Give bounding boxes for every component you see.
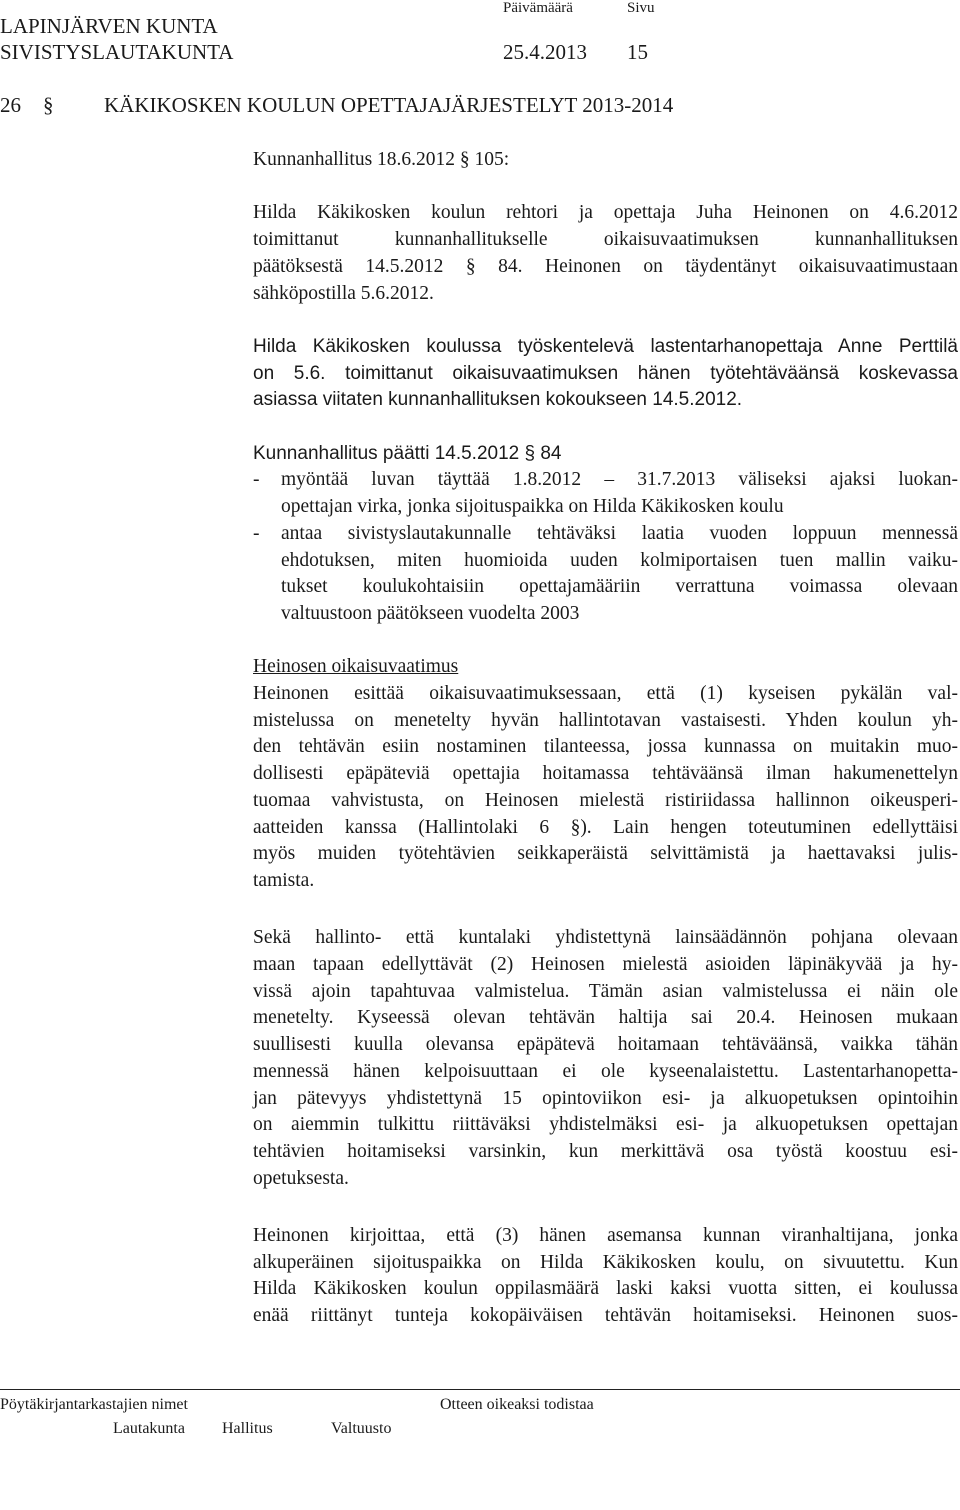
certified-label: Otteen oikeaksi todistaa bbox=[440, 1396, 594, 1413]
meeting-date: 25.4.2013 bbox=[503, 40, 587, 64]
paragraph-line: suullisesti kuulla olevansa epäpätevä hoitamaan tehtäväänsä, vaikka tähän bbox=[253, 1034, 958, 1056]
paragraph-line: opetuksesta. bbox=[253, 1167, 349, 1189]
paragraph-line: Hilda Käkikosken koulussa työskentelevä lastentarhanopettaja Anne Perttilä bbox=[253, 335, 958, 357]
paragraph-line: den tehtävän esiin nostaminen tilanteessa, jossa kunnassa on muitakin muo- bbox=[253, 736, 958, 758]
signers-label: Pöytäkirjantarkastajien nimet bbox=[0, 1396, 188, 1413]
decision-title: Kunnanhallitus päätti 14.5.2012 § 84 bbox=[253, 442, 562, 464]
paragraph-line: sähköpostilla 5.6.2012. bbox=[253, 282, 434, 304]
organization-name: LAPINJÄRVEN KUNTA bbox=[0, 14, 218, 38]
paragraph-line: on 5.6. toimittanut oikaisuvaatimuksen hänen työtehtäväänsä koskevassa bbox=[253, 362, 958, 384]
page-number: 15 bbox=[627, 40, 648, 64]
paragraph-line: Hilda Käkikosken koulun oppilasmäärä laski kaksi vuotta sitten, ei koulussa bbox=[253, 1278, 958, 1300]
footer-body-hallitus: Hallitus bbox=[222, 1420, 273, 1437]
paragraph-line: asiassa viitaten kunnanhallituksen kokoukseen 14.5.2012. bbox=[253, 389, 743, 411]
item-line: valtuustoon päätökseen vuodelta 2003 bbox=[281, 602, 580, 624]
item-dash: - bbox=[253, 469, 260, 491]
paragraph-line: tuomaa vahvistusta, on Heinosen mielestä ristiriidassa hallinnon oikeusperi- bbox=[253, 789, 958, 811]
footer-body-lautakunta: Lautakunta bbox=[113, 1420, 185, 1437]
footer-body-valtuusto: Valtuusto bbox=[331, 1420, 392, 1437]
document-body bbox=[253, 147, 958, 1330]
paragraph-line: alkuperäinen sijoituspaikka on Hilda Käkikosken koulu, on sivuutettu. Kun bbox=[253, 1251, 958, 1273]
paragraph-line: myös muiden työtehtävien seikkaperäistä selvittämistä ja haettavaksi julis- bbox=[253, 843, 958, 865]
footer-divider bbox=[0, 1389, 960, 1390]
item-dash: - bbox=[253, 522, 260, 544]
paragraph-line: Sekä hallinto- että kuntalaki yhdistettynä lainsäädännön pohjana olevaan bbox=[253, 927, 958, 949]
reference-line: Kunnanhallitus 18.6.2012 § 105: bbox=[253, 149, 510, 170]
board-name: SIVISTYSLAUTAKUNTA bbox=[0, 40, 234, 64]
paragraph-line: tehtävien hoitamiseksi varsinkin, kun merkittävä osa työstä koostuu esi- bbox=[253, 1140, 958, 1162]
item-line: tukset koulukohtaisiin opettajamääriin verrattuna voimassa olevaan bbox=[281, 576, 958, 598]
paragraph-line: tamista. bbox=[253, 869, 315, 891]
paragraph-line: on aiemmin tulkittu riittäväksi yhdistelmäksi esi- ja alkuopetuksen opettajan bbox=[253, 1114, 958, 1136]
decision-item bbox=[253, 467, 958, 520]
paragraph-line: Heinonen esittää oikaisuvaatimuksessaan, että (1) kyseisen pykälän val- bbox=[253, 683, 958, 704]
paragraph-line: vissä ajoin tapahtuvaa valmistelua. Tämän asian valmistelussa ei näin ole bbox=[253, 980, 958, 1002]
paragraph-line: mennessä hänen kelpoisuuttaan ei ole kyseenalaistettu. Lastentarhanopetta- bbox=[253, 1060, 958, 1082]
item-line: opettajan virka, jonka sijoituspaikka on Hilda Käkikosken koulu bbox=[281, 496, 784, 518]
page-label: Sivu bbox=[627, 0, 655, 16]
paragraph-line: maan tapaan edellyttävät (2) Heinosen mielestä asioiden läpinäkyvää ja hy- bbox=[253, 954, 958, 976]
paragraph-line: enää riittänyt tunteja kokopäiväisen tehtävän hoitamiseksi. Heinonen suos- bbox=[253, 1305, 958, 1327]
date-label: Päivämäärä bbox=[503, 0, 573, 16]
paragraph-line: Hilda Käkikosken koulun rehtori ja opettaja Juha Heinonen on 4.6.2012 bbox=[253, 202, 958, 224]
paragraph-line: menetelty. Kyseessä olevan tehtävän haltija sai 20.4. Heinosen mukaan bbox=[253, 1007, 958, 1029]
paragraph-line: Heinonen kirjoittaa, että (3) hänen asemansa kunnan viranhaltijana, jonka bbox=[253, 1225, 958, 1247]
paragraph-line: toimittanut kunnanhallitukselle oikaisuvaatimuksen kunnanhallituksen bbox=[253, 229, 958, 251]
paragraph-line: jan pätevyys yhdistettynä 15 opintoviikon esi- ja alkuopetuksen opintoihin bbox=[253, 1087, 958, 1109]
item-line: ehdotuksen, miten huomioida uuden kolmiportaisen tuen mallin vaiku- bbox=[281, 549, 958, 571]
decision-item bbox=[253, 521, 958, 628]
paragraph-line: päätöksestä 14.5.2012 § 84. Heinonen on täydentänyt oikaisuvaatimustaan bbox=[253, 255, 958, 277]
item-line: myöntää luvan täyttää 1.8.2012 – 31.7.2013 väliseksi ajaksi luokan- bbox=[281, 469, 958, 491]
paragraph-line: dollisesti epäpäteviä opettajia hoitamassa tehtäväänsä ilman hakumenettelyn bbox=[253, 763, 958, 785]
item-line: antaa sivistyslautakunnalle tehtäväksi laatia vuoden loppuun mennessä bbox=[281, 522, 958, 544]
section-symbol: § bbox=[43, 93, 54, 117]
paragraph-line: aatteiden kanssa (Hallintolaki 6 §). Lain hengen toteutuminen edellyttäisi bbox=[253, 816, 958, 838]
section-title: KÄKIKOSKEN KOULUN OPETTAJAJÄRJESTELYT 2013-2014 bbox=[104, 93, 674, 117]
section-number: 26 bbox=[0, 93, 21, 117]
paragraph-line: mistelussa on menetelty hyvän hallintotavan vastaisesti. Yhden koulun yh- bbox=[253, 709, 958, 731]
subheading: Heinosen oikaisuvaatimus bbox=[253, 656, 459, 678]
